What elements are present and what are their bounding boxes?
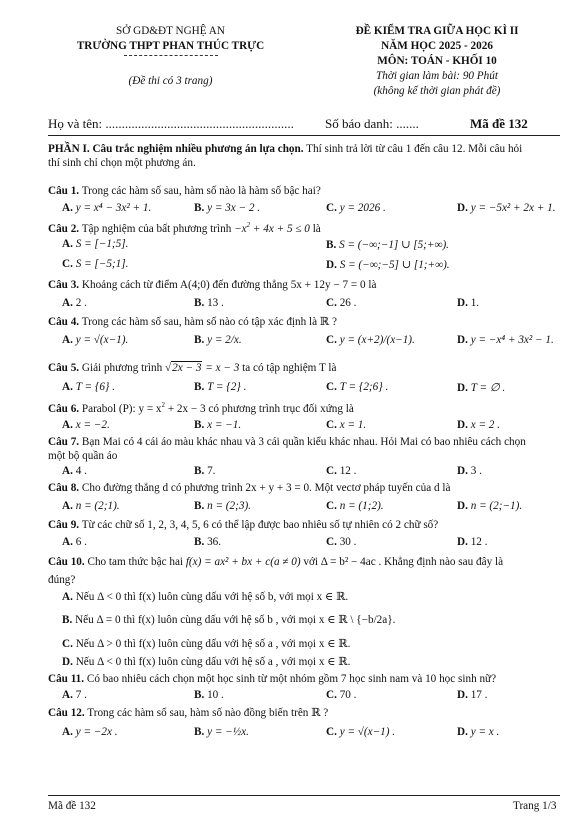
footer-page: Trang 1/3 <box>513 800 557 812</box>
option-b[interactable] <box>194 334 242 346</box>
option-letter: D. <box>457 465 468 477</box>
question-label: Câu 7. <box>48 436 80 448</box>
header-right <box>318 24 556 99</box>
option-d[interactable] <box>457 536 487 548</box>
option-text: 7. <box>207 465 216 477</box>
part1-intro <box>48 143 522 155</box>
option-text: T = {6} . <box>75 381 115 393</box>
option-letter: B. <box>194 689 205 701</box>
option-a[interactable] <box>62 419 110 431</box>
school-name: TRƯỜNG THPT PHAN THÚC TRỰC <box>76 40 265 52</box>
option-b[interactable] <box>194 419 241 431</box>
option-a[interactable] <box>62 590 348 603</box>
option-text: x = −2. <box>75 419 110 431</box>
option-c[interactable] <box>326 202 386 214</box>
option-a[interactable] <box>62 465 87 477</box>
option-letter: D. <box>457 536 468 548</box>
option-c[interactable] <box>326 381 388 393</box>
option-letter: C. <box>326 689 337 701</box>
option-letter: B. <box>194 381 205 393</box>
option-b[interactable] <box>194 297 224 309</box>
student-name-label: Họ và tên: .......................................................... <box>48 116 294 131</box>
question-label: Câu 8. <box>48 482 80 494</box>
option-letter: D. <box>457 689 468 701</box>
exam-code: Mã đề 132 <box>470 116 528 131</box>
student-id-label: Số báo danh: ....... <box>325 116 419 131</box>
option-letter: C. <box>326 297 337 309</box>
option-text: Nếu Δ = 0 thì f(x) luôn cùng dấu với hệ số b , với mọi x ∈ ℝ \ {−b/2a}. <box>75 614 396 626</box>
option-text: 4 . <box>75 465 87 477</box>
question-6: Câu 6. Parabol (P): $y = x^2 + 2x - 3$ có phương trình trục đối xứng là <box>48 401 354 415</box>
option-text: n = (2;3). <box>207 500 251 512</box>
question-9 <box>48 519 438 531</box>
school-year: NĂM HỌC 2025 - 2026 <box>381 40 493 52</box>
option-d[interactable] <box>457 381 505 394</box>
option-a[interactable] <box>62 297 87 309</box>
question-text: Trong các hàm số sau, hàm số nào đồng biến trên ℝ ? <box>84 707 329 719</box>
option-a[interactable] <box>62 202 151 214</box>
option-letter: C. <box>326 500 337 512</box>
option-b[interactable] <box>194 381 246 393</box>
footer-code: Mã đề 132 <box>48 800 96 812</box>
option-a[interactable] <box>62 726 118 738</box>
option-c[interactable] <box>326 689 356 701</box>
option-letter: A. <box>62 726 73 738</box>
option-d[interactable] <box>457 334 554 346</box>
question-7 <box>48 436 526 448</box>
option-letter: C. <box>326 202 337 214</box>
option-c[interactable] <box>326 500 384 512</box>
option-text: 26 . <box>339 297 357 309</box>
option-a[interactable] <box>62 500 120 512</box>
option-d[interactable] <box>457 726 499 738</box>
question-label: Câu 4. <box>48 316 80 328</box>
header-divider <box>124 55 218 56</box>
question-7-cont: một bộ quần áo <box>48 450 118 462</box>
option-text: S = (−∞;−5] ∪ [1;+∞). <box>339 259 450 271</box>
part1-title: PHẦN I. Câu trắc nghiệm nhiều phương án lựa chọn. <box>48 143 304 155</box>
option-text: 17 . <box>470 689 488 701</box>
option-text: Nếu Δ > 0 thì f(x) luôn cùng dấu với hệ số a , với mọi x ∈ ℝ. <box>75 638 351 650</box>
option-letter: A. <box>62 500 73 512</box>
option-letter: D. <box>457 202 468 214</box>
option-c[interactable] <box>62 258 128 270</box>
option-letter: A. <box>62 465 73 477</box>
option-text: 10 . <box>207 689 224 701</box>
option-letter: D. <box>457 334 468 346</box>
option-letter: A. <box>62 591 73 603</box>
question-11 <box>48 673 496 685</box>
option-b[interactable] <box>194 465 215 477</box>
exam-title: ĐỀ KIỂM TRA GIỮA HỌC KÌ II <box>355 25 519 37</box>
option-c[interactable] <box>326 726 395 738</box>
option-text: T = {2;6} . <box>339 381 389 393</box>
question-text-end: + 2x − 3 có phương trình trục đối xứng là <box>165 403 354 415</box>
question-text: Trong các hàm số sau, hàm số nào là hàm số bậc hai? <box>79 185 321 197</box>
option-text: 13 . <box>207 297 224 309</box>
question-label: Câu 6. <box>48 403 80 415</box>
option-letter: D. <box>457 419 468 431</box>
option-letter: A. <box>62 334 73 346</box>
option-letter: D. <box>62 656 73 668</box>
option-d[interactable] <box>457 465 482 477</box>
option-text: S = [−1;5]. <box>75 238 129 250</box>
option-b[interactable] <box>194 500 251 512</box>
option-text: y = (x+2)/(x−1). <box>339 334 415 346</box>
option-text: n = (2;−1). <box>470 500 523 512</box>
option-b[interactable] <box>62 613 395 626</box>
option-text: 12 . <box>339 465 357 477</box>
question-label: Câu 11. <box>48 673 85 685</box>
option-text: 1. <box>470 297 480 309</box>
option-d[interactable] <box>457 297 479 309</box>
info-divider <box>48 135 560 136</box>
option-a[interactable] <box>62 536 87 548</box>
question-label: Câu 12. <box>48 707 85 719</box>
question-1 <box>48 185 321 197</box>
subject: MÔN: TOÁN - KHỐI 10 <box>377 55 497 67</box>
question-text: Từ các chữ số 1, 2, 3, 4, 5, 6 có thể lập được bao nhiêu số tự nhiên có 2 chữ số? <box>79 519 439 531</box>
option-text: y = −5x² + 2x + 1. <box>470 202 556 214</box>
option-letter: B. <box>62 614 73 626</box>
option-letter: A. <box>62 419 73 431</box>
question-text-end: ta có tập nghiệm T là <box>239 362 337 374</box>
question-text: Giải phương trình <box>79 362 166 374</box>
option-b[interactable] <box>194 536 221 548</box>
option-c[interactable] <box>326 419 366 431</box>
option-text: x = −1. <box>207 419 242 431</box>
option-letter: B. <box>194 297 205 309</box>
question-text: Parabol (P): y = x <box>79 403 162 415</box>
option-letter: A. <box>62 202 73 214</box>
question-text: Trong các hàm số sau, hàm số nào có tập xác định là ℝ ? <box>79 316 337 328</box>
option-b[interactable] <box>194 689 224 701</box>
option-letter: A. <box>62 297 73 309</box>
option-text: 3 . <box>470 465 482 477</box>
department: SỞ GD&ĐT NGHỆ AN <box>116 25 225 37</box>
question-10 <box>48 556 503 568</box>
question-text-end: là <box>309 223 321 235</box>
option-a[interactable] <box>62 381 115 393</box>
trinomial: f(x) = ax² + bx + c(a ≠ 0) <box>185 556 301 568</box>
option-d[interactable] <box>457 689 487 701</box>
question-text: Tập nghiệm của bất phương trình <box>79 223 235 235</box>
question-12 <box>48 706 328 719</box>
option-letter: A. <box>62 689 73 701</box>
option-letter: D. <box>457 726 468 738</box>
exam-time-note: (không kể thời gian phát đề) <box>373 85 501 97</box>
question-label: Câu 10. <box>48 556 85 568</box>
option-letter: B. <box>194 334 205 346</box>
question-text: Cho đường thẳng d có phương trình 2x + y + 3 = 0. Một vectơ pháp tuyến của d là <box>79 482 451 494</box>
option-text: y = 2/x. <box>207 334 242 346</box>
option-a[interactable] <box>62 689 87 701</box>
question-label: Câu 2. <box>48 223 80 235</box>
option-letter: B. <box>326 239 337 251</box>
question-label: Câu 9. <box>48 519 80 531</box>
option-letter: B. <box>194 500 205 512</box>
option-text: Nếu Δ < 0 thì f(x) luôn cùng dấu với hệ số a , với mọi x ∈ ℝ. <box>75 656 351 668</box>
question-5 <box>48 362 336 374</box>
question-text-end: với Δ = b² − 4ac . Khẳng định nào sau đây là <box>300 556 504 568</box>
option-text: 7 . <box>75 689 87 701</box>
option-text: T = ∅ . <box>470 382 506 394</box>
option-d[interactable] <box>457 419 500 431</box>
option-text: T = {2} . <box>207 381 247 393</box>
option-text: n = (1;2). <box>339 500 384 512</box>
equation: √2x − 3 = x − 3 <box>165 362 240 374</box>
option-letter: C. <box>62 258 73 270</box>
option-a[interactable] <box>62 334 128 346</box>
option-c[interactable] <box>326 536 356 548</box>
option-letter: A. <box>62 536 73 548</box>
option-letter: A. <box>62 381 73 393</box>
option-c[interactable] <box>326 334 415 346</box>
option-b[interactable] <box>194 202 260 214</box>
question-text: Cho tam thức bậc hai <box>84 556 186 568</box>
inequality: $-x^2 + 4x + 5 \le 0$ <box>234 221 310 235</box>
option-text: x = 2 . <box>470 419 500 431</box>
option-letter: C. <box>326 536 337 548</box>
option-letter: B. <box>194 202 205 214</box>
question-10-cont: đúng? <box>48 574 76 586</box>
option-text: x = 1. <box>339 419 367 431</box>
option-b[interactable] <box>326 238 449 251</box>
option-text: n = (2;1). <box>75 500 120 512</box>
option-b[interactable] <box>194 726 249 738</box>
option-text: S = (−∞;−1] ∪ [5;+∞). <box>339 239 449 251</box>
question-3 <box>48 279 376 291</box>
question-2 <box>48 221 321 235</box>
option-text: 12 . <box>470 536 488 548</box>
option-text: y = √(x−1) . <box>339 726 396 738</box>
option-text: 70 . <box>339 689 357 701</box>
option-text: S = [−5;1]. <box>75 258 129 270</box>
option-letter: D. <box>326 259 337 271</box>
option-letter: C. <box>62 638 73 650</box>
option-letter: D. <box>457 297 468 309</box>
option-text: y = √(x−1). <box>75 334 129 346</box>
option-letter: B. <box>194 536 205 548</box>
question-text: Khoảng cách từ điểm A(4;0) đến đường thẳng 5x + 12y − 7 = 0 là <box>79 279 377 291</box>
option-letter: C. <box>326 726 337 738</box>
option-letter: C. <box>326 334 337 346</box>
option-d[interactable] <box>457 202 556 214</box>
option-c[interactable] <box>62 637 350 650</box>
option-d[interactable] <box>457 500 522 512</box>
option-text: 30 . <box>339 536 357 548</box>
option-letter: B. <box>194 465 205 477</box>
option-letter: D. <box>457 382 468 394</box>
option-text: y = −½x. <box>207 726 249 738</box>
option-letter: B. <box>194 419 205 431</box>
pages-note: (Đề thi có 3 trang) <box>128 75 213 87</box>
question-text: Có bao nhiêu cách chọn một học sinh từ một nhóm gồm 7 học sinh nam và 10 học sinh nữ? <box>84 673 497 685</box>
option-c[interactable] <box>326 297 356 309</box>
option-letter: C. <box>326 381 337 393</box>
option-a[interactable] <box>62 238 128 250</box>
option-text: 2 . <box>75 297 87 309</box>
option-letter: C. <box>326 465 337 477</box>
option-d[interactable] <box>62 655 350 668</box>
footer-divider <box>48 795 560 796</box>
option-letter: B. <box>194 726 205 738</box>
option-text: y = x⁴ − 3x² + 1. <box>75 202 152 214</box>
exam-time: Thời gian làm bài: 90 Phút <box>376 70 498 82</box>
option-letter: C. <box>326 419 337 431</box>
question-label: Câu 3. <box>48 279 80 291</box>
option-letter: D. <box>457 500 468 512</box>
option-text: 36. <box>207 536 222 548</box>
question-text: Bạn Mai có 4 cái áo màu khác nhau và 3 cái quần kiểu khác nhau. Hỏi Mai có bao nhiêu cách chọn <box>79 436 526 448</box>
option-text: y = −x⁴ + 3x² − 1. <box>470 334 554 346</box>
question-4 <box>48 315 337 328</box>
option-text: 6 . <box>75 536 87 548</box>
question-label: Câu 1. <box>48 185 80 197</box>
option-letter: A. <box>62 238 73 250</box>
question-8 <box>48 482 450 494</box>
part1-desc-2: thí sinh chỉ chọn một phương án. <box>48 157 196 169</box>
option-text: Nếu Δ < 0 thì f(x) luôn cùng dấu với hệ số b, với mọi x ∈ ℝ. <box>75 591 349 603</box>
question-label: Câu 5. <box>48 362 80 374</box>
option-d[interactable] <box>326 258 450 271</box>
option-text: y = 2026 . <box>339 202 386 214</box>
option-text: y = 3x − 2 . <box>207 202 261 214</box>
part1-desc: Thí sinh trả lời từ câu 1 đến câu 12. Mỗi câu hỏi <box>303 143 523 155</box>
option-text: y = −2x . <box>75 726 118 738</box>
header-left <box>58 24 283 89</box>
option-text: y = x . <box>470 726 500 738</box>
option-c[interactable] <box>326 465 356 477</box>
